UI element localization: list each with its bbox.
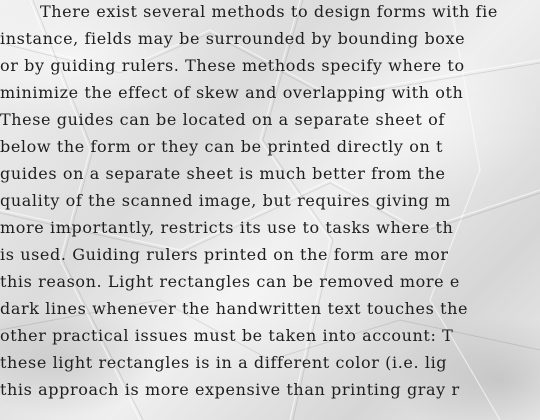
text-line: this reason. Light rectangles can be removed more e xyxy=(0,272,460,291)
text-line: these light rectangles is in a different color (i.e. lig xyxy=(0,353,448,372)
text-line: below the form or they can be printed directly on t xyxy=(0,137,444,156)
text-line: this approach is more expensive than printing gray r xyxy=(0,380,460,399)
text-line: quality of the scanned image, but requires giving m xyxy=(0,191,451,210)
text-line: There exist several methods to design forms with fie xyxy=(40,2,498,21)
text-line: is used. Guiding rulers printed on the form are mor xyxy=(0,245,449,264)
text-line: These guides can be located on a separate sheet of xyxy=(0,110,445,129)
text-line: dark lines whenever the handwritten text touches the xyxy=(0,299,469,318)
text-line: instance, fields may be surrounded by bounding boxe xyxy=(0,29,466,48)
text-line: or by guiding rulers. These methods specify where to xyxy=(0,56,465,75)
text-line: other practical issues must be taken into account: T xyxy=(0,326,454,345)
text-line: more importantly, restricts its use to tasks where th xyxy=(0,218,454,237)
text-line: guides on a separate sheet is much better from the xyxy=(0,164,446,183)
text-line: minimize the effect of skew and overlapping with oth xyxy=(0,83,464,102)
